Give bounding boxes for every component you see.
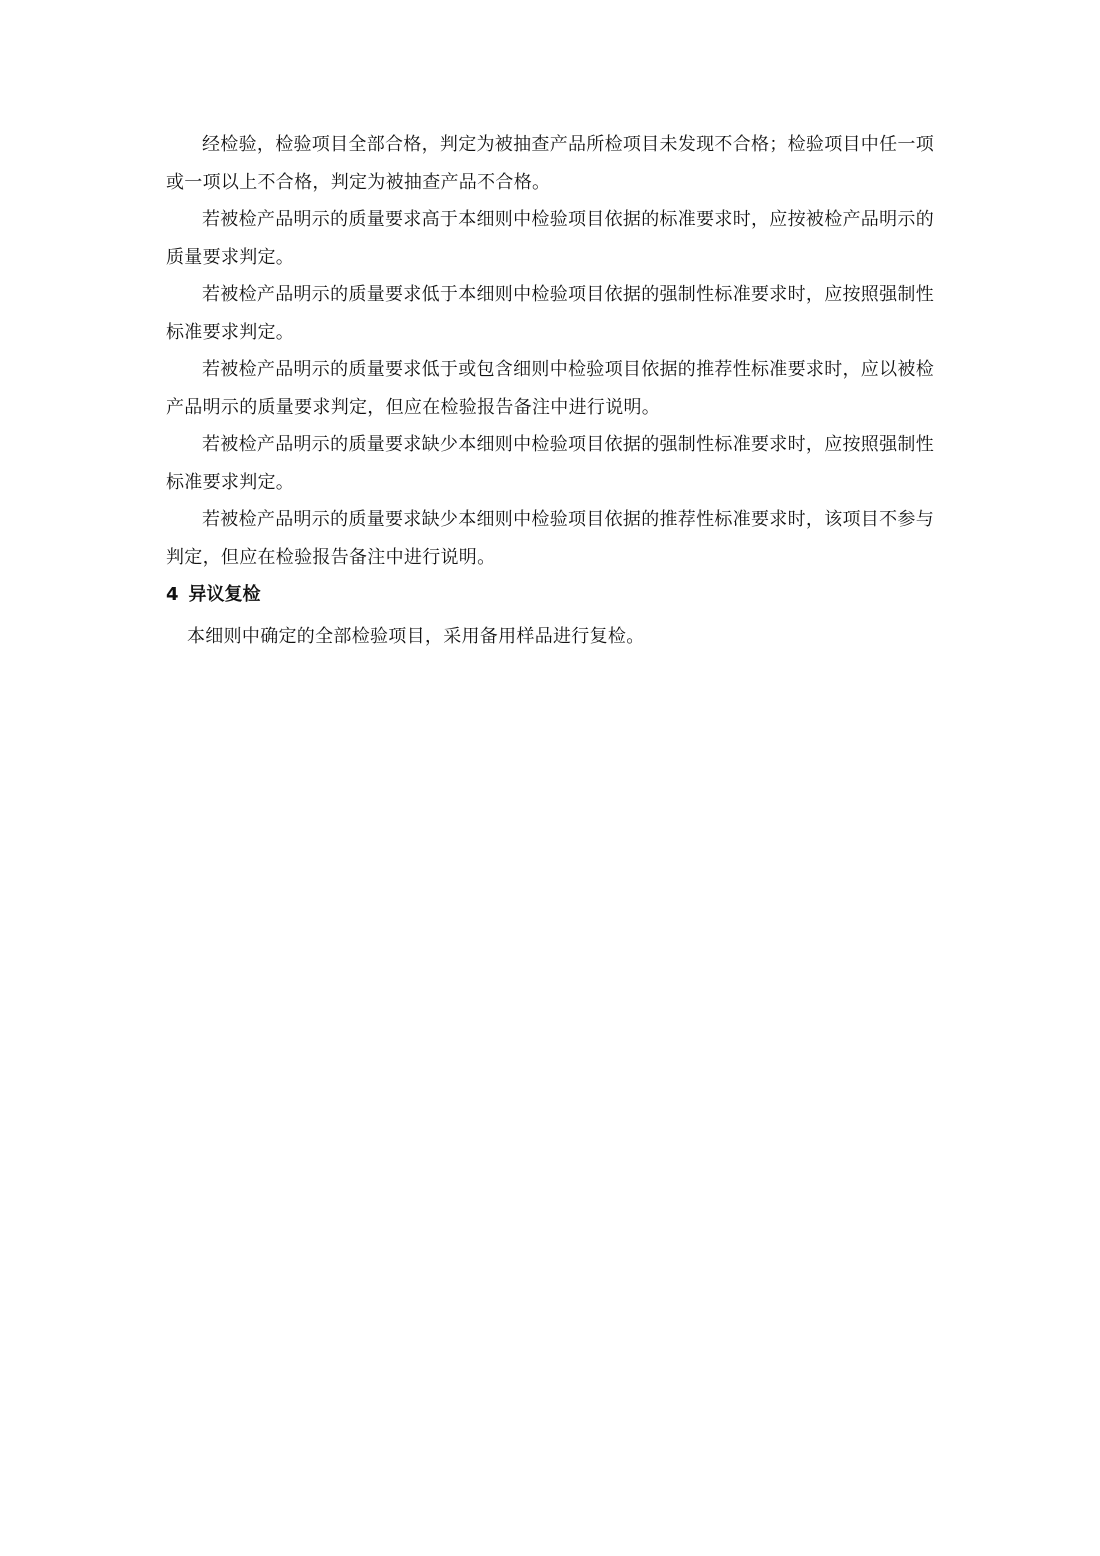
section-heading <box>166 576 934 614</box>
section-number: 4 <box>166 584 179 605</box>
paragraph-missing-mandatory: 若被检产品明示的质量要求缺少本细则中检验项目依据的强制性标准要求时，应按照强制性标准要求判定。 <box>166 434 934 493</box>
paragraph-lower-recommended: 若被检产品明示的质量要求低于或包含细则中检验项目依据的推荐性标准要求时，应以被检产品明示的质量要求判定，但应在检验报告备注中进行说明。 <box>166 359 934 418</box>
section-body: 本细则中确定的全部检验项目，采用备用样品进行复检。 <box>187 625 645 647</box>
section-title: 异议复检 <box>188 584 261 605</box>
paragraph-lower-mandatory: 若被检产品明示的质量要求低于本细则中检验项目依据的强制性标准要求时，应按照强制性标准要求判定。 <box>166 284 934 343</box>
document-body <box>166 126 934 655</box>
paragraph-judgement-rule: 经检验，检验项目全部合格，判定为被抽查产品所检项目未发现不合格；检验项目中任一项或一项以上不合格，判定为被抽查产品不合格。 <box>166 134 934 193</box>
paragraph-higher-requirement: 若被检产品明示的质量要求高于本细则中检验项目依据的标准要求时，应按被检产品明示的质量要求判定。 <box>166 209 934 268</box>
paragraph-missing-recommended: 若被检产品明示的质量要求缺少本细则中检验项目依据的推荐性标准要求时，该项目不参与判定，但应在检验报告备注中进行说明。 <box>166 509 934 568</box>
